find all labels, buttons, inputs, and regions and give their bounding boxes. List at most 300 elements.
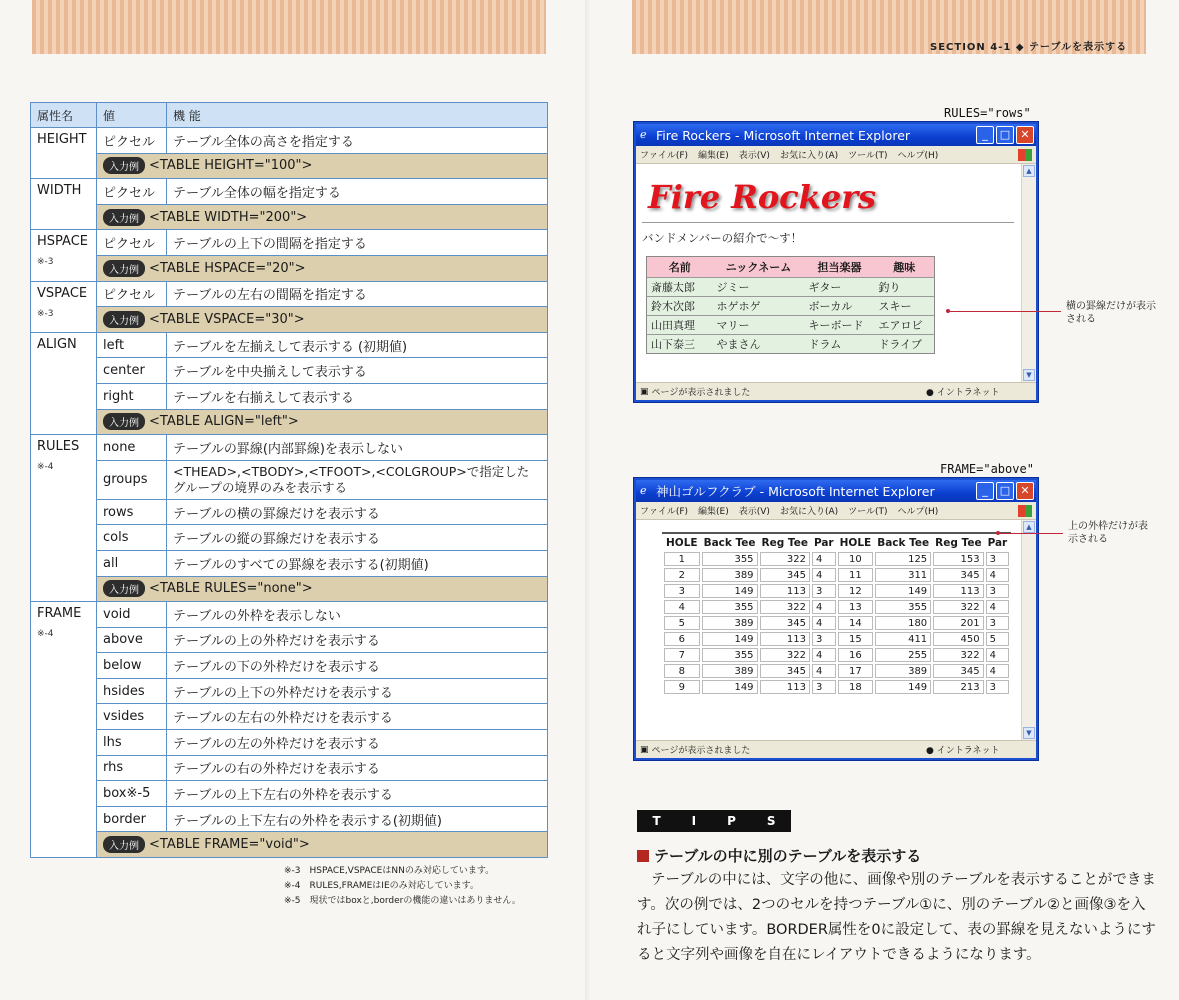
intro-text: バンドメンバーの紹介で〜す！ <box>642 231 803 245</box>
golf-cell: 149 <box>875 680 931 694</box>
golf-cell: 6 <box>664 632 700 646</box>
golf-cell: 345 <box>760 664 810 678</box>
attribute-value: ピクセル <box>97 281 167 307</box>
attribute-description: テーブルの下の外枠だけを表示する <box>167 653 548 679</box>
attribute-value: hsides <box>97 678 167 704</box>
golf-cell: 389 <box>702 664 758 678</box>
attribute-row <box>31 730 548 756</box>
golf-cell: 355 <box>875 600 931 614</box>
attribute-value: center <box>97 358 167 384</box>
golf-cell: 149 <box>702 584 758 598</box>
menu-bar <box>636 502 1036 520</box>
attribute-footnote-mark: ※-4 <box>37 462 54 473</box>
attribute-value: box※-5 <box>97 781 167 807</box>
zone-label: ● イントラネット <box>926 388 1000 398</box>
example-code: <TABLE VSPACE="30"> <box>149 311 305 327</box>
col-name: 名前 <box>647 257 713 278</box>
golf-cell: 3 <box>812 632 836 646</box>
golf-cell: 4 <box>812 664 836 678</box>
golf-cell: 3 <box>986 552 1010 566</box>
square-bullet-icon <box>637 850 649 862</box>
attribute-name <box>31 281 97 332</box>
golf-cell: 4 <box>986 600 1010 614</box>
status-bar <box>636 740 1036 758</box>
page-icon: ▣ <box>640 744 649 755</box>
attribute-name-text: HSPACE <box>37 234 88 250</box>
golf-cell: 17 <box>838 664 874 678</box>
attribute-value: all <box>97 550 167 576</box>
attribute-value: right <box>97 383 167 409</box>
attribute-row <box>31 678 548 704</box>
members-row <box>647 316 935 335</box>
attribute-value: border <box>97 806 167 832</box>
golf-cell: 355 <box>702 648 758 662</box>
example-code: <TABLE HEIGHT="100"> <box>149 158 313 174</box>
example-code: <TABLE RULES="none"> <box>149 581 313 597</box>
members-cell: 釣り <box>875 278 935 297</box>
attribute-description: テーブルを中央揃えして表示する <box>167 358 548 384</box>
close-button[interactable]: ✕ <box>1016 482 1034 500</box>
maximize-button[interactable]: □ <box>996 126 1014 144</box>
scroll-down-icon[interactable]: ▼ <box>1023 727 1035 739</box>
golf-cell: 345 <box>933 664 983 678</box>
footnote: ※-5 現状ではboxと,borderの機能の違いはありません。 <box>284 896 521 906</box>
tips-letter: P <box>727 814 736 828</box>
attribute-description: テーブルの上下の外枠だけを表示する <box>167 678 548 704</box>
attribute-row <box>31 179 548 205</box>
fire-rockers-logo: Fire Rockers <box>648 178 877 216</box>
tips-letter: I <box>691 814 697 828</box>
menu-bar <box>636 146 1036 164</box>
members-row <box>647 335 935 354</box>
golf-row <box>664 616 1009 630</box>
example-badge: 入力例 <box>103 413 145 430</box>
menu-file[interactable]: ファイル(F) <box>640 507 689 517</box>
attribute-value: ピクセル <box>97 179 167 205</box>
attribute-name <box>31 602 97 858</box>
attribute-row <box>31 230 548 256</box>
members-header-row <box>647 257 935 278</box>
golf-cell: 4 <box>812 552 836 566</box>
golf-cell: 389 <box>875 664 931 678</box>
minimize-button[interactable]: _ <box>976 482 994 500</box>
callout-line <box>949 311 1061 312</box>
members-cell: ドラム <box>805 335 875 354</box>
attribute-footnote-mark: ※-3 <box>37 257 54 268</box>
attribute-name <box>31 435 97 602</box>
members-cell: マリー <box>713 316 805 335</box>
attribute-name-text: FRAME <box>37 606 82 622</box>
window-title: Fire Rockers - Microsoft Internet Explorer <box>656 127 911 143</box>
example-code: <TABLE ALIGN="left"> <box>149 414 299 430</box>
attribute-description: テーブルの外枠を表示しない <box>167 602 548 628</box>
attribute-table <box>30 102 548 858</box>
golf-cell: 14 <box>838 616 874 630</box>
golf-cell: 345 <box>933 568 983 582</box>
close-button[interactable]: ✕ <box>1016 126 1034 144</box>
ie-window-golf-club <box>634 478 1038 760</box>
example-code: <TABLE FRAME="void"> <box>149 837 310 853</box>
menu-edit[interactable]: 編集(E) <box>698 151 729 161</box>
windows-flag-icon <box>1018 149 1032 161</box>
callout-line <box>999 533 1063 534</box>
attribute-value: above <box>97 627 167 653</box>
golf-cell: 15 <box>838 632 874 646</box>
attribute-row <box>31 435 548 461</box>
golf-cell: 7 <box>664 648 700 662</box>
members-cell: 斎藤太郎 <box>647 278 713 297</box>
members-cell: ホゲホゲ <box>713 297 805 316</box>
golf-header: Par <box>813 537 834 549</box>
golf-cell: 5 <box>664 616 700 630</box>
example-badge: 入力例 <box>103 311 145 328</box>
attribute-description: テーブル全体の高さを指定する <box>167 128 548 154</box>
example-cell <box>97 832 548 858</box>
attribute-value: left <box>97 332 167 358</box>
golf-cell: 16 <box>838 648 874 662</box>
section-heading: SECTION 4-1 ◆ テーブルを表示する <box>930 42 1128 53</box>
tips-body: テーブルの中には、文字の他に、画像や別のテーブルを表示することができます。次の例では、2つのセルを持つテーブル①に、別のテーブル②と画像③を入れ子にしています。BORDER属性を0に設定して、表の罫線を見えないようにすると文字列や画像を自在にレイアウトできるようになります。 <box>637 872 1156 963</box>
golf-cell: 149 <box>702 680 758 694</box>
example-code: <TABLE HSPACE="20"> <box>149 260 306 276</box>
example-badge: 入力例 <box>103 209 145 226</box>
golf-cell: 322 <box>760 600 810 614</box>
status-text: ページが表示されました <box>651 388 751 398</box>
attribute-row <box>31 499 548 525</box>
attribute-row <box>31 281 548 307</box>
example-badge: 入力例 <box>103 836 145 853</box>
example-row <box>31 307 548 333</box>
golf-cell: 149 <box>875 584 931 598</box>
col-nickname: ニックネーム <box>713 257 805 278</box>
golf-header: HOLE <box>666 537 698 549</box>
golf-cell: 12 <box>838 584 874 598</box>
attribute-value: vsides <box>97 704 167 730</box>
above-callout: 上の外枠だけが表示される <box>1068 521 1148 545</box>
golf-cell: 153 <box>933 552 983 566</box>
attribute-description: テーブルの左右の外枠だけを表示する <box>167 704 548 730</box>
golf-row <box>664 680 1009 694</box>
golf-cell: 4 <box>812 648 836 662</box>
horizontal-rule <box>642 222 1014 223</box>
attribute-description: テーブルを左揃えして表示する (初期値) <box>167 332 548 358</box>
golf-cell: 389 <box>702 616 758 630</box>
example-row <box>31 832 548 858</box>
header-attribute: 属性名 <box>31 103 97 128</box>
golf-cell: 213 <box>933 680 983 694</box>
title-bar <box>636 480 1036 502</box>
col-instrument: 担当楽器 <box>805 257 875 278</box>
golf-cell: 3 <box>986 584 1010 598</box>
golf-header: HOLE <box>839 537 872 549</box>
attribute-table-body <box>31 128 548 858</box>
attribute-footnote-mark: ※-3 <box>37 308 54 319</box>
members-cell: エアロビ <box>875 316 935 335</box>
golf-cell: 113 <box>760 632 810 646</box>
members-cell: やまさん <box>713 335 805 354</box>
attribute-row <box>31 627 548 653</box>
attribute-value: cols <box>97 525 167 551</box>
attribute-description: <THEAD>,<TBODY>,<TFOOT>,<COLGROUP>で指定したグループの境界のみを表示する <box>167 460 548 499</box>
members-cell: ボーカル <box>805 297 875 316</box>
golf-header: Reg Tee <box>935 537 982 549</box>
golf-cell: 322 <box>933 600 983 614</box>
members-cell: 山田真理 <box>647 316 713 335</box>
attribute-value: rhs <box>97 755 167 781</box>
attribute-description: テーブルの上下左右の外枠を表示する <box>167 781 548 807</box>
attribute-description: テーブル全体の幅を指定する <box>167 179 548 205</box>
page-icon: ▣ <box>640 386 649 397</box>
golf-row <box>664 664 1009 678</box>
example-row <box>31 409 548 435</box>
members-body <box>647 278 935 354</box>
header-value: 値 <box>97 103 167 128</box>
members-row <box>647 278 935 297</box>
golf-cell: 11 <box>838 568 874 582</box>
example-row <box>31 255 548 281</box>
menu-view[interactable]: 表示(V) <box>738 151 770 161</box>
golf-cell: 3 <box>812 584 836 598</box>
attribute-description: テーブルの縦の罫線だけを表示する <box>167 525 548 551</box>
golf-cell: 10 <box>838 552 874 566</box>
zone-text: イントラネット <box>936 388 1000 398</box>
attribute-description: テーブルのすべての罫線を表示する(初期値) <box>167 550 548 576</box>
footnote: ※-3 HSPACE,VSPACEはNNのみ対応しています。 <box>284 866 495 876</box>
members-cell: 山下泰三 <box>647 335 713 354</box>
title-bar <box>636 124 1036 146</box>
golf-cell: 125 <box>875 552 931 566</box>
golf-cell: 322 <box>760 648 810 662</box>
golf-cell: 5 <box>986 632 1010 646</box>
tips-letter: S <box>766 814 776 828</box>
example-cell <box>97 255 548 281</box>
attribute-name <box>31 179 97 230</box>
menu-tools[interactable]: ツール(T) <box>848 507 888 517</box>
menu-view[interactable]: 表示(V) <box>738 507 770 517</box>
status-bar <box>636 382 1036 400</box>
attribute-description: テーブルの横の罫線だけを表示する <box>167 499 548 525</box>
example-badge: 入力例 <box>103 260 145 277</box>
golf-cell: 4 <box>812 568 836 582</box>
attribute-name <box>31 332 97 434</box>
example-cell <box>97 409 548 435</box>
golf-cell: 345 <box>760 568 810 582</box>
members-row <box>647 297 935 316</box>
golf-body <box>664 552 1009 694</box>
attribute-value: none <box>97 435 167 461</box>
golf-cell: 4 <box>986 568 1010 582</box>
example-row <box>31 576 548 602</box>
menu-help[interactable]: ヘルプ(H) <box>897 507 939 517</box>
attribute-name <box>31 128 97 179</box>
ie-icon: ℯ <box>640 128 647 141</box>
example-cell <box>97 576 548 602</box>
zone-label: ● イントラネット <box>926 746 1000 756</box>
golf-cell: 322 <box>933 648 983 662</box>
menu-favorites[interactable]: お気に入り(A) <box>779 151 839 161</box>
attribute-value: below <box>97 653 167 679</box>
example-row <box>31 204 548 230</box>
members-cell: キーボード <box>805 316 875 335</box>
footnotes <box>284 864 521 909</box>
example-badge: 入力例 <box>103 157 145 174</box>
golf-cell: 13 <box>838 600 874 614</box>
attribute-row <box>31 602 548 628</box>
vertical-scrollbar[interactable] <box>1021 520 1036 740</box>
attribute-value: ピクセル <box>97 230 167 256</box>
col-hobby: 趣味 <box>875 257 935 278</box>
golf-cell: 355 <box>702 552 758 566</box>
golf-cell: 345 <box>760 616 810 630</box>
attribute-footnote-mark: ※-4 <box>37 629 54 640</box>
attribute-value: lhs <box>97 730 167 756</box>
attribute-value: ピクセル <box>97 128 167 154</box>
golf-row <box>664 584 1009 598</box>
footnote: ※-4 RULES,FRAMEはIEのみ対応しています。 <box>284 881 479 891</box>
golf-cell: 3 <box>664 584 700 598</box>
golf-cell: 311 <box>875 568 931 582</box>
page-gutter <box>585 0 591 1000</box>
attribute-description: テーブルの罫線(内部罫線)を表示しない <box>167 435 548 461</box>
attribute-name-text: HEIGHT <box>37 132 87 147</box>
example-row <box>31 153 548 179</box>
golf-cell: 18 <box>838 680 874 694</box>
ie-window-fire-rockers <box>634 122 1038 402</box>
golf-row <box>664 568 1009 582</box>
attribute-name-text: VSPACE <box>37 285 88 301</box>
page-content <box>636 520 1036 740</box>
window-title: 神山ゴルフクラブ - Microsoft Internet Explorer <box>656 484 935 499</box>
golf-table <box>662 532 1011 696</box>
status-text: ページが表示されました <box>651 746 751 756</box>
attribute-row <box>31 383 548 409</box>
example-cell <box>97 153 548 179</box>
attribute-row <box>31 332 548 358</box>
attribute-name <box>31 230 97 281</box>
golf-row <box>664 552 1009 566</box>
golf-cell: 113 <box>760 584 810 598</box>
golf-cell: 149 <box>702 632 758 646</box>
golf-cell: 4 <box>986 664 1010 678</box>
frame-caption: FRAME="above" <box>940 462 1034 476</box>
attribute-value: void <box>97 602 167 628</box>
golf-cell: 322 <box>760 552 810 566</box>
ie-icon: ℯ <box>640 484 647 497</box>
attribute-row <box>31 525 548 551</box>
attribute-row <box>31 653 548 679</box>
example-badge: 入力例 <box>103 580 145 597</box>
attribute-description: テーブルの右の外枠だけを表示する <box>167 755 548 781</box>
attribute-row <box>31 806 548 832</box>
left-header-stripe <box>32 0 546 54</box>
attribute-row <box>31 704 548 730</box>
golf-cell: 355 <box>702 600 758 614</box>
menu-tools[interactable]: ツール(T) <box>848 151 888 161</box>
menu-help[interactable]: ヘルプ(H) <box>897 151 939 161</box>
golf-header: Reg Tee <box>761 537 808 549</box>
members-cell: スキー <box>875 297 935 316</box>
golf-cell: 3 <box>986 680 1010 694</box>
attribute-row <box>31 128 548 154</box>
tips-heading-text: テーブルの中に別のテーブルを表示する <box>654 847 922 865</box>
vertical-scrollbar[interactable] <box>1021 164 1036 382</box>
golf-row <box>664 600 1009 614</box>
attribute-table-header <box>31 103 548 128</box>
golf-cell: 180 <box>875 616 931 630</box>
tips-heading <box>637 845 921 866</box>
members-table <box>646 256 935 354</box>
rules-caption: RULES="rows" <box>944 106 1031 120</box>
golf-cell: 3 <box>812 680 836 694</box>
menu-edit[interactable]: 編集(E) <box>698 507 729 517</box>
golf-cell: 4 <box>664 600 700 614</box>
example-code: <TABLE WIDTH="200"> <box>149 209 308 225</box>
scroll-up-icon[interactable]: ▲ <box>1023 521 1035 533</box>
golf-header-row <box>664 536 1009 550</box>
attribute-row <box>31 755 548 781</box>
attribute-row <box>31 550 548 576</box>
members-cell: ドライブ <box>875 335 935 354</box>
golf-cell: 255 <box>875 648 931 662</box>
example-cell <box>97 204 548 230</box>
maximize-button[interactable]: □ <box>996 482 1014 500</box>
windows-flag-icon <box>1018 505 1032 517</box>
golf-cell: 3 <box>986 616 1010 630</box>
golf-cell: 4 <box>812 600 836 614</box>
attribute-name-text: RULES <box>37 439 80 455</box>
scroll-down-icon[interactable]: ▼ <box>1023 369 1035 381</box>
tips-letter: T <box>652 814 661 828</box>
golf-cell: 389 <box>702 568 758 582</box>
example-cell <box>97 307 548 333</box>
members-cell: ジミー <box>713 278 805 297</box>
attribute-name-text: ALIGN <box>37 336 77 352</box>
minimize-button[interactable]: _ <box>976 126 994 144</box>
attribute-row <box>31 460 548 499</box>
members-cell: ギター <box>805 278 875 297</box>
golf-cell: 9 <box>664 680 700 694</box>
attribute-name-text: WIDTH <box>37 183 82 199</box>
scroll-up-icon[interactable]: ▲ <box>1023 165 1035 177</box>
zone-text: イントラネット <box>936 746 1000 756</box>
rows-callout: 横の罫線だけが表示される <box>1066 301 1156 325</box>
attribute-row <box>31 358 548 384</box>
golf-header: Par <box>987 537 1008 549</box>
golf-cell: 113 <box>760 680 810 694</box>
golf-cell: 2 <box>664 568 700 582</box>
attribute-description: テーブルの上下左右の外枠を表示する(初期値) <box>167 806 548 832</box>
golf-cell: 4 <box>986 648 1010 662</box>
golf-cell: 201 <box>933 616 983 630</box>
menu-favorites[interactable]: お気に入り(A) <box>779 507 839 517</box>
golf-row <box>664 648 1009 662</box>
golf-cell: 1 <box>664 552 700 566</box>
attribute-row <box>31 781 548 807</box>
golf-cell: 113 <box>933 584 983 598</box>
golf-cell: 4 <box>812 616 836 630</box>
attribute-value: rows <box>97 499 167 525</box>
attribute-description: テーブルを右揃えして表示する <box>167 383 548 409</box>
attribute-description: テーブルの上下の間隔を指定する <box>167 230 548 256</box>
menu-file[interactable]: ファイル(F) <box>640 151 689 161</box>
members-cell: 鈴木次郎 <box>647 297 713 316</box>
golf-header: Back Tee <box>703 537 756 549</box>
attribute-description: テーブルの左の外枠だけを表示する <box>167 730 548 756</box>
golf-cell: 450 <box>933 632 983 646</box>
tips-bar <box>637 810 791 832</box>
golf-header: Back Tee <box>877 537 930 549</box>
attribute-description: テーブルの上の外枠だけを表示する <box>167 627 548 653</box>
